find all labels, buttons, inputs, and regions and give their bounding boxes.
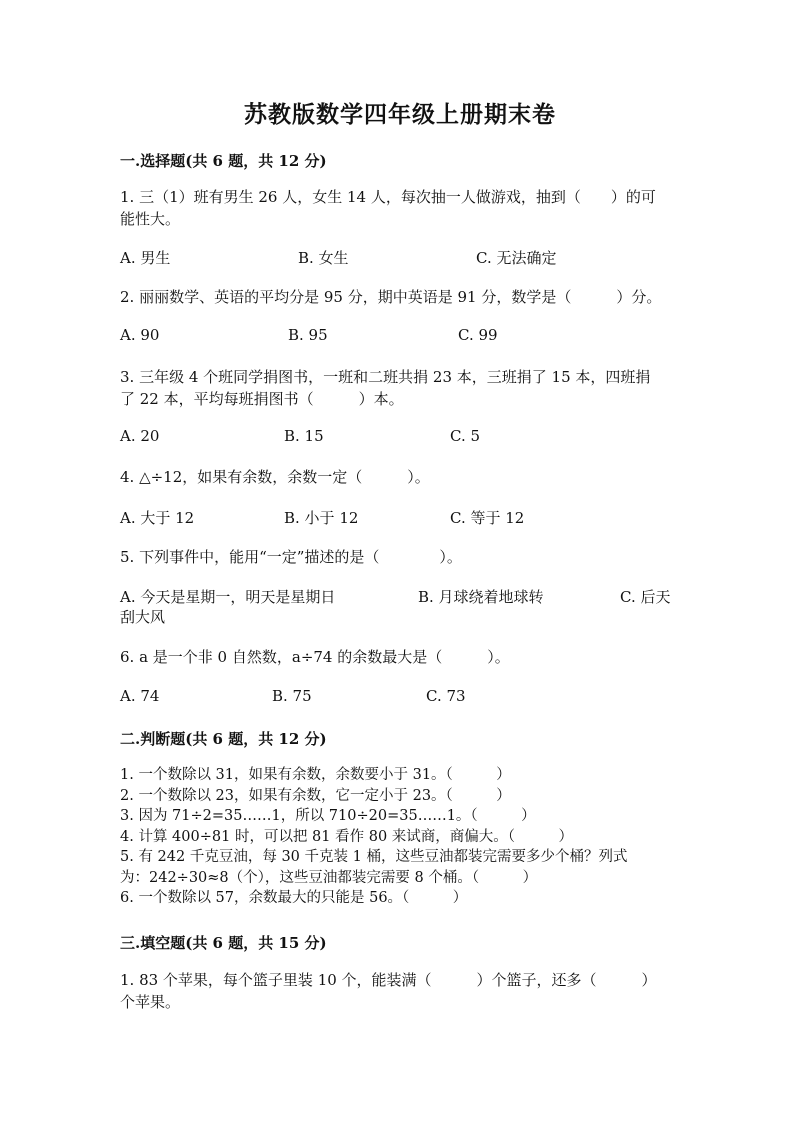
question-text: 1. 三（1）班有男生 26 人，女生 14 人，每次抽一人做游戏，抽到（ ）的可 (120, 188, 656, 206)
section-heading-fill: 三.填空题(共 6 题，共 15 分) (120, 934, 327, 952)
option-b[interactable]: B. 月球绕着地球转 (418, 588, 544, 606)
question-4 (120, 466, 680, 488)
question-6 (120, 646, 680, 668)
judge-list (120, 765, 680, 909)
question-5 (120, 546, 680, 568)
option-b[interactable]: B. 15 (284, 427, 324, 445)
option-c[interactable]: C. 等于 12 (450, 509, 525, 527)
judge-item: 6. 一个数除以 57，余数最大的只能是 56。（ ） (120, 890, 468, 906)
judge-item: 5. 有 242 千克豆油，每 30 千克装 1 桶，这些豆油都装完需要多少个桶？列式 (120, 849, 628, 865)
question-2 (120, 286, 680, 308)
question-text: 2. 丽丽数学、英语的平均分是 95 分，期中英语是 91 分，数学是（ ）分。 (120, 288, 662, 306)
section-heading-judge: 二.判断题(共 6 题，共 12 分) (120, 730, 327, 748)
fill-question-1 (120, 969, 680, 1013)
question-text: 个苹果。 (120, 993, 181, 1011)
option-a[interactable]: A. 今天是星期一，明天是星期日 (120, 588, 336, 606)
judge-item: 1. 一个数除以 31，如果有余数，余数要小于 31。（ ） (120, 767, 511, 783)
judge-item: 为：242÷30≈8（个），这些豆油都装完需要 8 个桶。（ ） (120, 869, 538, 886)
question-text: 能性大。 (120, 210, 181, 228)
question-text: 3. 三年级 4 个班同学捐图书，一班和二班共捐 23 本，三班捐了 15 本，四班捐 (120, 368, 651, 386)
option-c[interactable]: C. 无法确定 (476, 249, 557, 267)
judge-item: 2. 一个数除以 23，如果有余数，它一定小于 23。（ ） (120, 787, 511, 804)
options-row (120, 247, 680, 269)
option-a[interactable]: A. 男生 (120, 249, 171, 267)
question-text: 1. 83 个苹果，每个篮子里装 10 个，能装满（ ）个篮子，还多（ ） (120, 971, 657, 989)
option-b[interactable]: B. 75 (272, 687, 312, 705)
option-c[interactable]: C. 后天 (620, 588, 671, 606)
question-1 (120, 186, 680, 230)
exam-title: 苏教版数学四年级上册期末卷 (244, 101, 556, 128)
options-row (120, 427, 680, 449)
question-text: 了 22 本，平均每班捐图书（ ）本。 (120, 390, 404, 408)
option-a[interactable]: A. 20 (120, 427, 160, 445)
section-heading-choice: 一.选择题(共 6 题，共 12 分) (120, 152, 327, 170)
option-b[interactable]: B. 小于 12 (284, 509, 359, 527)
options-row (120, 586, 680, 608)
judge-item: 3. 因为 71÷2=35……1，所以 710÷20=35……1。（ ） (120, 808, 536, 824)
question-text: 6. a 是一个非 0 自然数，a÷74 的余数最大是（ ）。 (120, 648, 510, 666)
option-c-wrap: 刮大风 (120, 608, 166, 626)
option-b[interactable]: B. 女生 (298, 249, 349, 267)
option-b[interactable]: B. 95 (288, 326, 328, 344)
option-c[interactable]: C. 5 (450, 427, 481, 445)
options-row (120, 687, 680, 709)
option-c[interactable]: C. 99 (458, 326, 498, 344)
option-a[interactable]: A. 大于 12 (120, 509, 195, 527)
question-3 (120, 366, 680, 410)
option-a[interactable]: A. 74 (120, 687, 160, 705)
options-row (120, 507, 680, 529)
question-text: 4. △÷12，如果有余数，余数一定（ ）。 (120, 468, 430, 486)
judge-item: 4. 计算 400÷81 时，可以把 81 看作 80 来试商，商偏大。（ ） (120, 828, 574, 845)
options-row (120, 326, 680, 348)
option-c[interactable]: C. 73 (426, 687, 466, 705)
option-a[interactable]: A. 90 (120, 326, 160, 344)
question-text: 5. 下列事件中，能用“一定”描述的是（ ）。 (120, 548, 462, 566)
